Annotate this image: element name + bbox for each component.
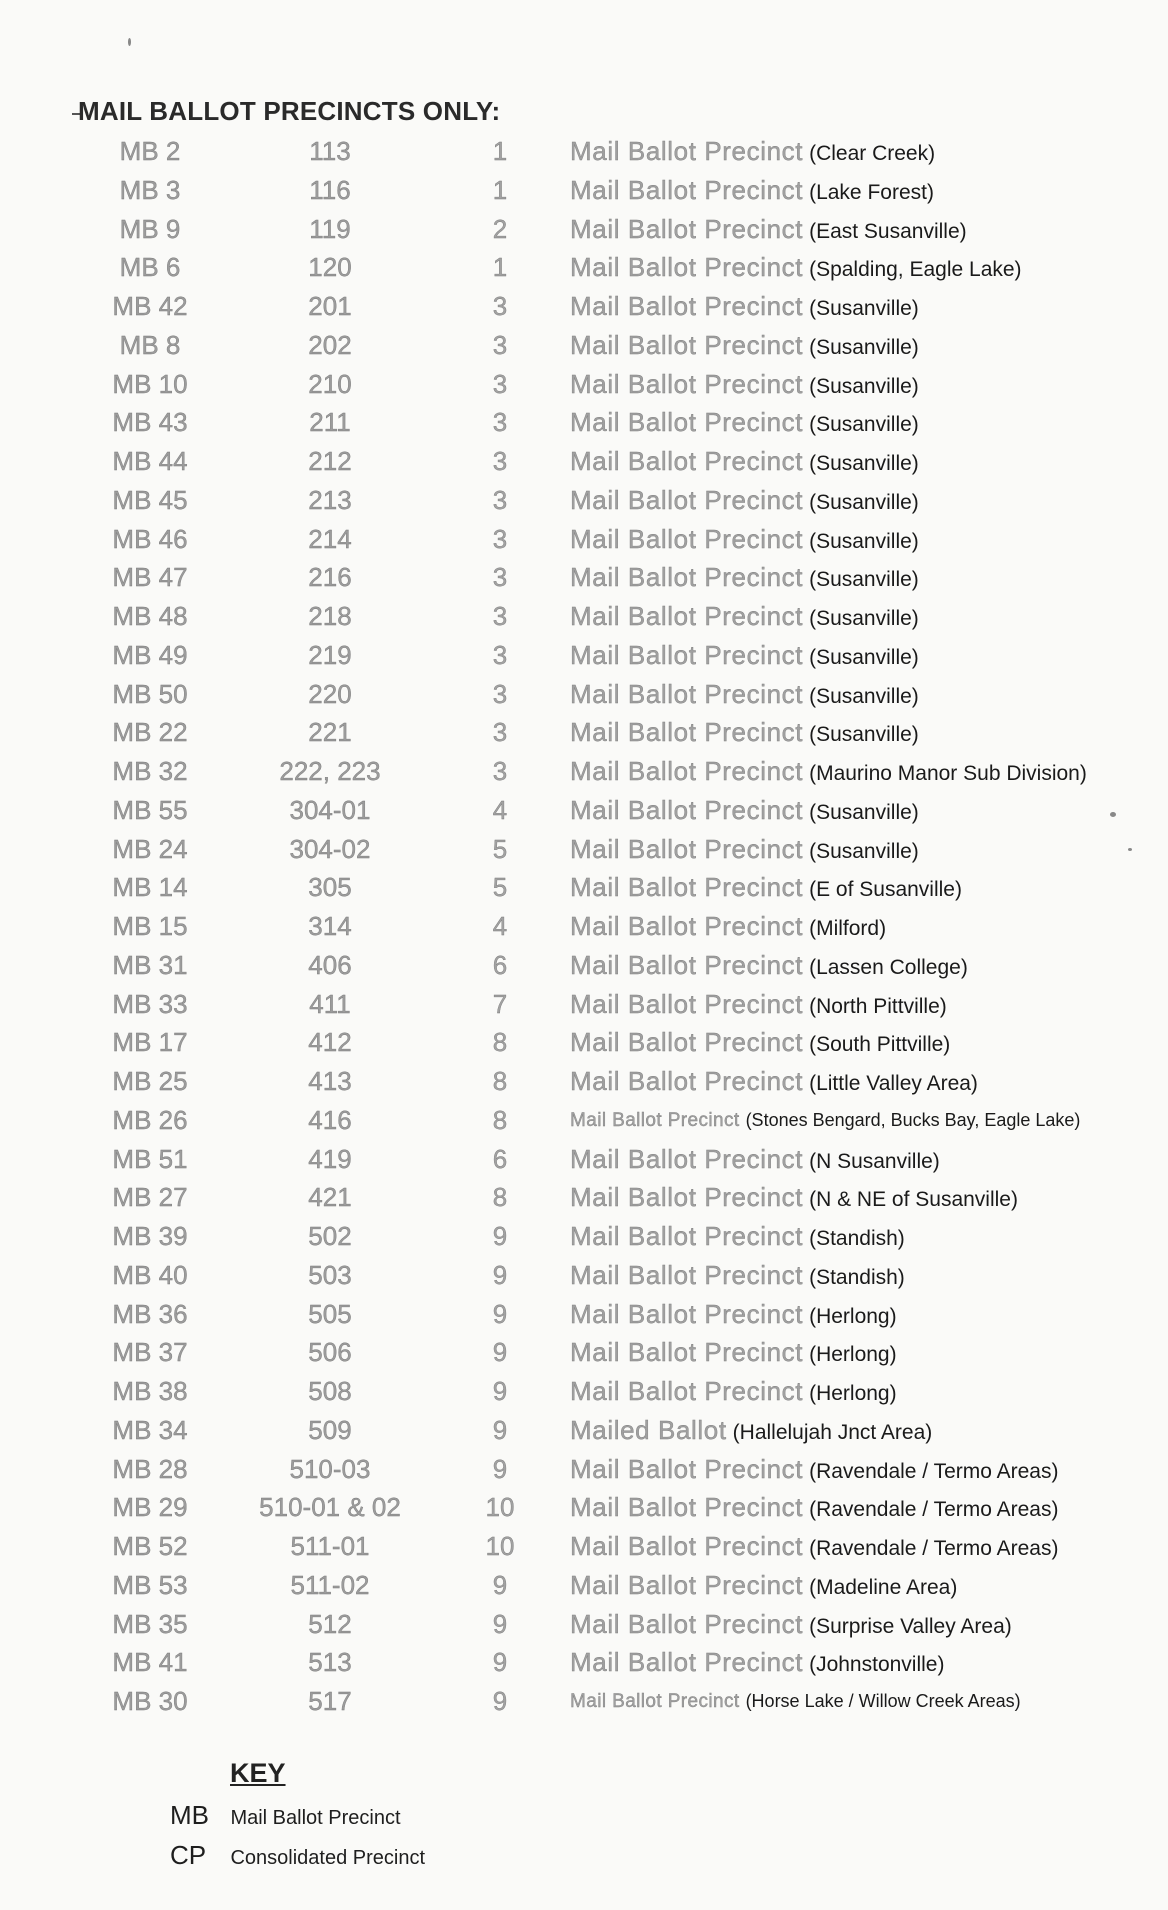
table-row [0, 597, 1168, 636]
district-number: 3 [492, 678, 508, 709]
precinct-type: Mail Ballot Precinct [570, 136, 804, 166]
table-row [0, 287, 1168, 326]
district-number: 6 [492, 949, 508, 980]
precinct-area: (Susanville) [809, 839, 919, 863]
mb-code: MB 30 [112, 1686, 188, 1716]
precinct-number: 411 [309, 988, 351, 1019]
precinct-type: Mail Ballot Precinct [570, 1066, 804, 1096]
mb-code: MB 48 [112, 601, 188, 631]
precinct-type: Mail Ballot Precinct [570, 1182, 804, 1213]
precinct-area: (Susanville) [809, 607, 919, 630]
table-row [0, 1527, 1168, 1566]
precinct-area: (Susanville) [809, 529, 919, 553]
district-number: 3 [492, 291, 508, 321]
district-number: 9 [492, 1414, 508, 1445]
precinct-type: Mail Ballot Precinct [570, 988, 804, 1019]
precinct-description [570, 597, 919, 640]
scan-speck [1128, 848, 1132, 851]
district-number: 3 [492, 407, 508, 438]
mb-code: MB 49 [112, 639, 188, 670]
mb-code: MB 44 [112, 446, 188, 476]
table-row [0, 210, 1168, 249]
precinct-number: 120 [308, 252, 352, 283]
precinct-description [570, 248, 1022, 291]
precinct-number: 314 [308, 911, 352, 941]
table-row [0, 946, 1168, 985]
precinct-number: 220 [308, 678, 352, 709]
mb-code: MB 43 [112, 407, 188, 438]
district-number: 4 [492, 794, 508, 825]
district-number: 1 [492, 252, 508, 283]
precinct-area: (Clear Creek) [809, 142, 936, 165]
precinct-description [570, 365, 919, 408]
district-number: 9 [492, 1686, 508, 1716]
table-row [0, 248, 1168, 287]
precinct-description [570, 1682, 1021, 1722]
precinct-number: 218 [308, 601, 352, 631]
mb-code: MB 2 [119, 136, 181, 166]
district-number: 3 [492, 446, 508, 476]
district-number: 3 [492, 329, 508, 360]
precinct-description [570, 791, 919, 834]
table-row [0, 171, 1168, 210]
precinct-area: (Susanville) [809, 723, 919, 747]
precinct-number: 421 [308, 1182, 352, 1213]
precinct-type: Mailed Ballot [570, 1414, 727, 1445]
key-title: KEY [230, 1758, 286, 1788]
precinct-area: (Lassen College) [809, 955, 968, 979]
precinct-description [570, 1605, 1012, 1648]
precinct-description [570, 1062, 978, 1105]
precinct-type: Mail Ballot Precinct [570, 911, 804, 941]
precinct-type: Mail Ballot Precinct [570, 639, 804, 670]
district-number: 7 [492, 988, 508, 1019]
precinct-description [570, 481, 919, 524]
table-row [0, 675, 1168, 714]
mb-code: MB 14 [112, 872, 188, 903]
precinct-description [570, 1217, 905, 1260]
mb-code: MB 9 [119, 213, 181, 244]
precinct-number: 505 [308, 1298, 352, 1329]
precinct-number: 216 [308, 562, 352, 593]
precinct-description [570, 752, 1087, 795]
scan-speck [128, 38, 131, 46]
precinct-area: (Johnstonville) [809, 1653, 945, 1677]
precinct-area: (Spalding, Eagle Lake) [809, 258, 1022, 282]
precinct-description [570, 403, 919, 446]
district-number: 8 [492, 1027, 508, 1058]
precinct-type: Mail Ballot Precinct [570, 678, 804, 709]
precinct-type: Mail Ballot Precinct [570, 329, 804, 360]
precinct-description [570, 287, 919, 330]
table-row [0, 830, 1168, 869]
table-row [0, 1372, 1168, 1411]
table-row [0, 1488, 1168, 1527]
district-number: 3 [492, 639, 508, 670]
mb-code: MB 27 [112, 1182, 188, 1213]
precinct-number: 201 [308, 291, 352, 321]
mb-code: MB 55 [112, 794, 188, 825]
table-row [0, 1605, 1168, 1644]
key-item-cp [170, 1840, 425, 1876]
precinct-description [570, 1643, 944, 1686]
precinct-area: (E of Susanville) [809, 878, 962, 902]
precinct-type: Mail Ballot Precinct [570, 368, 804, 399]
table-row [0, 1682, 1168, 1721]
mb-code: MB 47 [112, 562, 188, 593]
precinct-number: 517 [308, 1686, 352, 1716]
precinct-number: 508 [308, 1376, 352, 1406]
mb-code: MB 3 [119, 174, 181, 205]
table-row [0, 481, 1168, 520]
precinct-area: (Susanville) [809, 645, 919, 669]
precinct-area: (Lake Forest) [809, 180, 934, 204]
table-row [0, 1256, 1168, 1295]
table-row [0, 520, 1168, 559]
district-number: 9 [492, 1647, 508, 1678]
precinct-number: 406 [308, 949, 352, 980]
mb-code: MB 40 [112, 1259, 188, 1290]
precinct-description [570, 132, 935, 175]
mb-code: MB 53 [112, 1569, 188, 1600]
precinct-type: Mail Ballot Precinct [570, 407, 804, 438]
precinct-area: (Horse Lake / Willow Creek Areas) [745, 1691, 1021, 1711]
precinct-description [570, 1333, 897, 1376]
precinct-area: (Herlong) [809, 1343, 897, 1367]
precinct-table [0, 132, 1168, 1721]
precinct-number: 512 [308, 1608, 352, 1639]
precinct-type: Mail Ballot Precinct [570, 1259, 804, 1290]
precinct-type: Mail Ballot Precinct [570, 1143, 804, 1174]
district-number: 9 [492, 1337, 508, 1368]
mb-code: MB 15 [112, 911, 188, 941]
district-number: 3 [492, 484, 508, 515]
precinct-area: (Susanville) [809, 490, 919, 514]
precinct-type: Mail Ballot Precinct [570, 446, 804, 476]
precinct-number: 510-01 & 02 [259, 1492, 401, 1523]
table-row [0, 752, 1168, 791]
table-row [0, 713, 1168, 752]
precinct-number: 513 [308, 1647, 352, 1678]
precinct-type: Mail Ballot Precinct [570, 1027, 804, 1058]
mb-code: MB 38 [112, 1376, 188, 1406]
precinct-number: 419 [308, 1143, 352, 1174]
precinct-type: Mail Ballot Precinct [570, 756, 804, 786]
mb-code: MB 17 [112, 1027, 188, 1058]
precinct-type: Mail Ballot Precinct [570, 1531, 804, 1561]
precinct-number: 210 [308, 368, 352, 399]
precinct-description [570, 1101, 1080, 1141]
precinct-type: Mail Ballot Precinct [570, 1337, 804, 1368]
mb-code: MB 22 [112, 717, 188, 748]
key-desc: Mail Ballot Precinct [230, 1807, 401, 1829]
precinct-number: 113 [309, 136, 351, 166]
precinct-area: (Little Valley Area) [809, 1072, 978, 1095]
precinct-type: Mail Ballot Precinct [570, 1109, 740, 1131]
precinct-area: (Stones Bengard, Bucks Bay, Eagle Lake) [745, 1109, 1081, 1130]
precinct-area: (Milford) [809, 917, 887, 940]
district-number: 3 [492, 368, 508, 399]
precinct-number: 219 [308, 639, 352, 670]
precinct-type: Mail Ballot Precinct [570, 252, 804, 283]
precinct-description [570, 675, 919, 718]
precinct-number: 506 [308, 1337, 352, 1368]
table-row [0, 1140, 1168, 1179]
precinct-area: (South Pittville) [809, 1033, 951, 1057]
table-row [0, 1217, 1168, 1256]
precinct-type: Mail Ballot Precinct [570, 1608, 804, 1639]
precinct-number: 412 [308, 1027, 352, 1058]
mb-code: MB 10 [112, 368, 188, 399]
precinct-description [570, 636, 919, 679]
precinct-type: Mail Ballot Precinct [570, 1691, 740, 1712]
precinct-area: (Susanville) [809, 374, 919, 398]
mb-code: MB 41 [112, 1647, 188, 1678]
precinct-number: 213 [308, 484, 352, 515]
district-number: 6 [492, 1143, 508, 1174]
precinct-area: (North Pittville) [809, 994, 947, 1018]
mb-code: MB 8 [119, 329, 181, 360]
precinct-description [570, 713, 919, 756]
table-row [0, 907, 1168, 946]
precinct-area: (Herlong) [809, 1304, 897, 1328]
precinct-area: (Susanville) [809, 568, 919, 592]
district-number: 9 [492, 1569, 508, 1600]
table-row [0, 791, 1168, 830]
precinct-number: 116 [309, 174, 351, 205]
district-number: 9 [492, 1376, 508, 1406]
precinct-number: 304-01 [289, 794, 371, 825]
district-number: 10 [485, 1492, 515, 1523]
precinct-type: Mail Ballot Precinct [570, 174, 804, 205]
precinct-number: 502 [308, 1221, 352, 1251]
precinct-area: (Susanville) [809, 684, 919, 708]
precinct-number: 222, 223 [279, 756, 381, 786]
precinct-number: 214 [308, 523, 352, 554]
district-number: 3 [492, 562, 508, 593]
mb-code: MB 46 [112, 523, 188, 554]
district-number: 9 [492, 1298, 508, 1329]
mb-code: MB 51 [112, 1143, 188, 1174]
mb-code: MB 33 [112, 988, 188, 1019]
precinct-description [570, 1566, 957, 1609]
mb-code: MB 37 [112, 1337, 188, 1368]
district-number: 10 [485, 1531, 515, 1561]
district-number: 9 [492, 1259, 508, 1290]
mb-code: MB 52 [112, 1531, 188, 1561]
precinct-number: 202 [308, 329, 352, 360]
precinct-type: Mail Ballot Precinct [570, 562, 804, 593]
precinct-description [570, 1488, 1058, 1531]
precinct-description [570, 1023, 950, 1066]
precinct-area: (Ravendale / Termo Areas) [809, 1537, 1059, 1560]
mb-code: MB 50 [112, 678, 188, 709]
precinct-number: 221 [308, 717, 352, 748]
precinct-number: 413 [308, 1066, 352, 1096]
precinct-type: Mail Ballot Precinct [570, 1221, 804, 1251]
precinct-area: (Susanville) [809, 297, 919, 320]
table-row [0, 985, 1168, 1024]
mb-code: MB 24 [112, 833, 188, 864]
precinct-number: 510-03 [289, 1453, 371, 1484]
precinct-description [570, 171, 934, 214]
precinct-number: 211 [309, 407, 351, 438]
table-row [0, 1450, 1168, 1489]
table-row [0, 1643, 1168, 1682]
district-number: 9 [492, 1608, 508, 1639]
precinct-type: Mail Ballot Precinct [570, 523, 804, 554]
precinct-description [570, 1411, 932, 1454]
precinct-number: 304-02 [289, 833, 371, 864]
precinct-description [570, 946, 968, 989]
precinct-number: 509 [308, 1414, 352, 1445]
precinct-area: (Herlong) [809, 1382, 897, 1405]
mb-code: MB 29 [112, 1492, 188, 1523]
table-row [0, 636, 1168, 675]
precinct-description [570, 210, 967, 253]
precinct-description [570, 1295, 897, 1338]
precinct-area: (Hallelujah Jnct Area) [732, 1420, 933, 1444]
key-abbr: MB [170, 1800, 209, 1830]
precinct-type: Mail Ballot Precinct [570, 1376, 804, 1406]
mb-code: MB 42 [112, 291, 188, 321]
mb-code: MB 26 [112, 1104, 188, 1135]
page-title: MAIL BALLOT PRECINCTS ONLY: [78, 96, 501, 126]
precinct-description [570, 907, 886, 950]
mb-code: MB 39 [112, 1221, 188, 1251]
precinct-number: 416 [308, 1104, 352, 1135]
mb-code: MB 45 [112, 484, 188, 515]
precinct-number: 503 [308, 1259, 352, 1290]
district-number: 4 [492, 911, 508, 941]
precinct-description [570, 1372, 897, 1415]
precinct-description [570, 985, 947, 1028]
precinct-description [570, 1527, 1058, 1570]
precinct-area: (Surprise Valley Area) [809, 1614, 1012, 1638]
table-row [0, 365, 1168, 404]
precinct-description [570, 520, 919, 563]
mb-code: MB 28 [112, 1453, 188, 1484]
precinct-type: Mail Ballot Precinct [570, 213, 804, 244]
precinct-type: Mail Ballot Precinct [570, 1298, 804, 1329]
table-row [0, 1023, 1168, 1062]
precinct-area: (N & NE of Susanville) [809, 1188, 1018, 1212]
table-row [0, 326, 1168, 365]
precinct-type: Mail Ballot Precinct [570, 949, 804, 980]
precinct-type: Mail Ballot Precinct [570, 1569, 804, 1600]
table-row [0, 1333, 1168, 1372]
precinct-description [570, 1450, 1058, 1493]
precinct-type: Mail Ballot Precinct [570, 1647, 804, 1678]
precinct-area: (Susanville) [809, 413, 919, 437]
precinct-description [570, 1178, 1018, 1221]
precinct-area: (Standish) [809, 1265, 905, 1289]
table-row [0, 1101, 1168, 1140]
district-number: 5 [492, 833, 508, 864]
precinct-type: Mail Ballot Precinct [570, 1453, 804, 1484]
precinct-type: Mail Ballot Precinct [570, 1492, 804, 1523]
table-row [0, 868, 1168, 907]
mb-code: MB 25 [112, 1066, 188, 1096]
precinct-number: 511-01 [290, 1531, 370, 1561]
district-number: 8 [492, 1182, 508, 1213]
mb-code: MB 35 [112, 1608, 188, 1639]
precinct-area: (Madeline Area) [809, 1575, 958, 1599]
table-row [0, 1566, 1168, 1605]
table-row [0, 558, 1168, 597]
district-number: 3 [492, 601, 508, 631]
mb-code: MB 6 [119, 252, 181, 283]
precinct-area: (Ravendale / Termo Areas) [809, 1498, 1059, 1522]
table-row [0, 1295, 1168, 1334]
key-desc: Consolidated Precinct [230, 1847, 426, 1869]
mb-code: MB 32 [112, 756, 188, 786]
precinct-area: (Ravendale / Termo Areas) [809, 1459, 1059, 1483]
district-number: 9 [492, 1453, 508, 1484]
precinct-area: (Susanville) [809, 800, 919, 824]
precinct-type: Mail Ballot Precinct [570, 717, 804, 748]
precinct-description [570, 326, 919, 369]
precinct-description [570, 868, 962, 911]
district-number: 8 [492, 1066, 508, 1096]
precinct-description [570, 558, 919, 601]
precinct-number: 305 [308, 872, 352, 903]
precinct-area: (Susanville) [809, 452, 919, 475]
mb-code: MB 34 [112, 1414, 188, 1445]
precinct-number: 119 [309, 213, 351, 244]
precinct-type: Mail Ballot Precinct [570, 872, 804, 903]
precinct-number: 212 [308, 446, 352, 476]
district-number: 1 [492, 136, 508, 166]
precinct-number: 511-02 [290, 1569, 370, 1600]
precinct-type: Mail Ballot Precinct [570, 833, 804, 864]
district-number: 2 [492, 213, 508, 244]
table-row [0, 1178, 1168, 1217]
precinct-area: (N Susanville) [809, 1149, 940, 1173]
district-number: 8 [492, 1104, 508, 1135]
district-number: 5 [492, 872, 508, 903]
precinct-type: Mail Ballot Precinct [570, 291, 804, 321]
precinct-area: (Standish) [809, 1227, 905, 1250]
mb-code: MB 36 [112, 1298, 188, 1329]
district-number: 3 [492, 756, 508, 786]
key-abbr: CP [170, 1840, 207, 1870]
district-number: 9 [492, 1221, 508, 1251]
mb-code: MB 31 [112, 949, 188, 980]
table-row [0, 403, 1168, 442]
district-number: 3 [492, 717, 508, 748]
precinct-type: Mail Ballot Precinct [570, 794, 804, 825]
precinct-area: (Maurino Manor Sub Division) [809, 762, 1087, 785]
precinct-description [570, 1140, 940, 1183]
table-row [0, 1062, 1168, 1101]
table-row [0, 132, 1168, 171]
precinct-description [570, 442, 919, 485]
district-number: 3 [492, 523, 508, 554]
precinct-type: Mail Ballot Precinct [570, 484, 804, 515]
table-row [0, 442, 1168, 481]
district-number: 1 [492, 174, 508, 205]
table-row [0, 1411, 1168, 1450]
precinct-area: (Susanville) [809, 335, 919, 359]
precinct-description [570, 1256, 905, 1299]
precinct-description [570, 830, 919, 873]
scan-speck [1110, 812, 1116, 817]
precinct-area: (East Susanville) [809, 219, 967, 243]
precinct-type: Mail Ballot Precinct [570, 601, 804, 631]
key-item-mb [170, 1800, 401, 1836]
